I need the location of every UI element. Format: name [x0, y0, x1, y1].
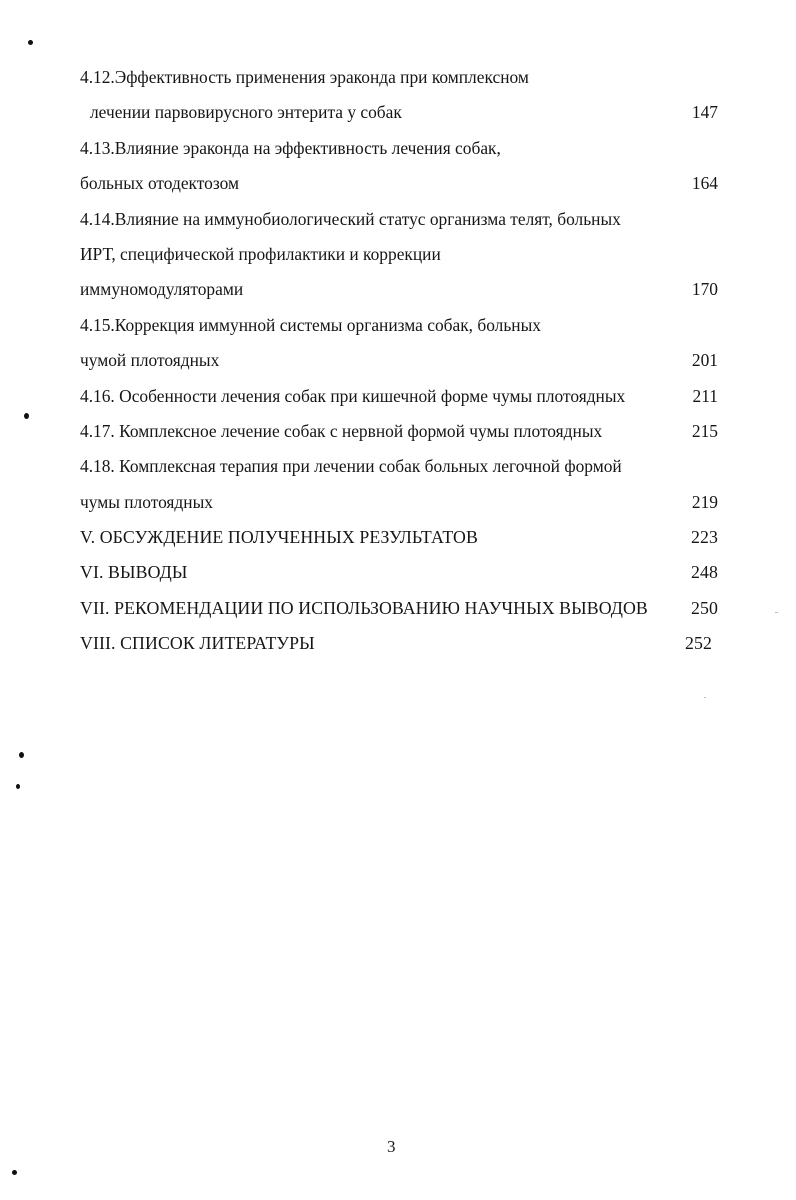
page-number: 3	[387, 1137, 396, 1156]
toc-entry-4-14-line-1	[80, 202, 720, 237]
toc-page-number: 248	[691, 562, 718, 583]
toc-page-number: 201	[691, 350, 718, 371]
toc-entry-4-16	[80, 379, 720, 414]
toc-entry-chapter-8	[80, 626, 720, 661]
toc-entry-text: 4.16. Особенности лечения собак при кишечной форме чумы плотоядных	[80, 385, 626, 406]
scan-speck	[19, 752, 24, 758]
toc-entry-4-15-line-1	[80, 308, 720, 343]
scan-mark	[704, 697, 706, 698]
toc-entry-4-18-line-1	[80, 449, 720, 484]
toc-page-number: 252	[685, 633, 712, 654]
table-of-contents	[80, 60, 720, 662]
toc-entry-text: VII. РЕКОМЕНДАЦИИ ПО ИСПОЛЬЗОВАНИЮ НАУЧНЫХ ВЫВОДОВ	[80, 597, 648, 618]
scan-speck	[16, 784, 20, 789]
toc-page-number: 219	[691, 491, 718, 512]
toc-page-number: 211	[692, 385, 718, 406]
toc-entry-chapter-7	[80, 591, 720, 626]
toc-page-number: 215	[691, 420, 718, 441]
toc-entry-text: VI. ВЫВОДЫ	[80, 562, 188, 583]
toc-entry-4-13-line-1	[80, 131, 720, 166]
toc-entry-4-14-line-3	[80, 272, 720, 307]
toc-page-number: 164	[691, 173, 718, 194]
toc-entry-text: иммуномодуляторами	[80, 279, 244, 300]
toc-entry-text: V. ОБСУЖДЕНИЕ ПОЛУЧЕННЫХ РЕЗУЛЬТАТОВ	[80, 527, 478, 548]
toc-page-number: 147	[691, 102, 718, 123]
scan-speck	[24, 413, 29, 419]
toc-entry-text: лечении парвовирусного энтерита у собак	[90, 102, 402, 123]
toc-entry-4-17	[80, 414, 720, 449]
toc-entry-chapter-6	[80, 555, 720, 590]
toc-entry-4-12-line-1	[80, 60, 720, 95]
toc-entry-4-18-line-2	[80, 485, 720, 520]
toc-entry-4-13-line-2	[80, 166, 720, 201]
scan-speck	[12, 1170, 17, 1175]
toc-page-number: 170	[691, 279, 718, 300]
toc-entry-text: 4.14.Влияние на иммунобиологический статус организма телят, больных	[80, 208, 621, 229]
toc-entry-text: 4.13.Влияние эраконда на эффективность лечения собак,	[80, 137, 501, 158]
toc-entry-text: чумы плотоядных	[80, 491, 213, 512]
toc-entry-text: больных отодектозом	[80, 173, 239, 194]
toc-entry-text: ИРТ, специфической профилактики и коррекции	[80, 243, 441, 264]
toc-entry-text: чумой плотоядных	[80, 350, 220, 371]
toc-entry-text: 4.15.Коррекция иммунной системы организма собак, больных	[80, 314, 541, 335]
toc-entry-text: 4.12.Эффективность применения эраконда при комплексном	[80, 67, 529, 87]
toc-page-number: 250	[691, 597, 718, 618]
toc-entry-text: 4.17. Комплексное лечение собак с нервной формой чумы плотоядных	[80, 420, 603, 441]
toc-page-number: 223	[691, 527, 718, 548]
toc-entry-4-12-line-2	[80, 95, 720, 130]
scan-mark	[775, 612, 778, 613]
scan-speck	[28, 40, 33, 45]
toc-entry-text: 4.18. Комплексная терапия при лечении собак больных легочной формой	[80, 456, 622, 477]
toc-entry-4-15-line-2	[80, 343, 720, 378]
toc-entry-chapter-5	[80, 520, 720, 555]
toc-entry-4-14-line-2	[80, 237, 720, 272]
toc-entry-text: VIII. СПИСОК ЛИТЕРАТУРЫ	[80, 633, 315, 654]
